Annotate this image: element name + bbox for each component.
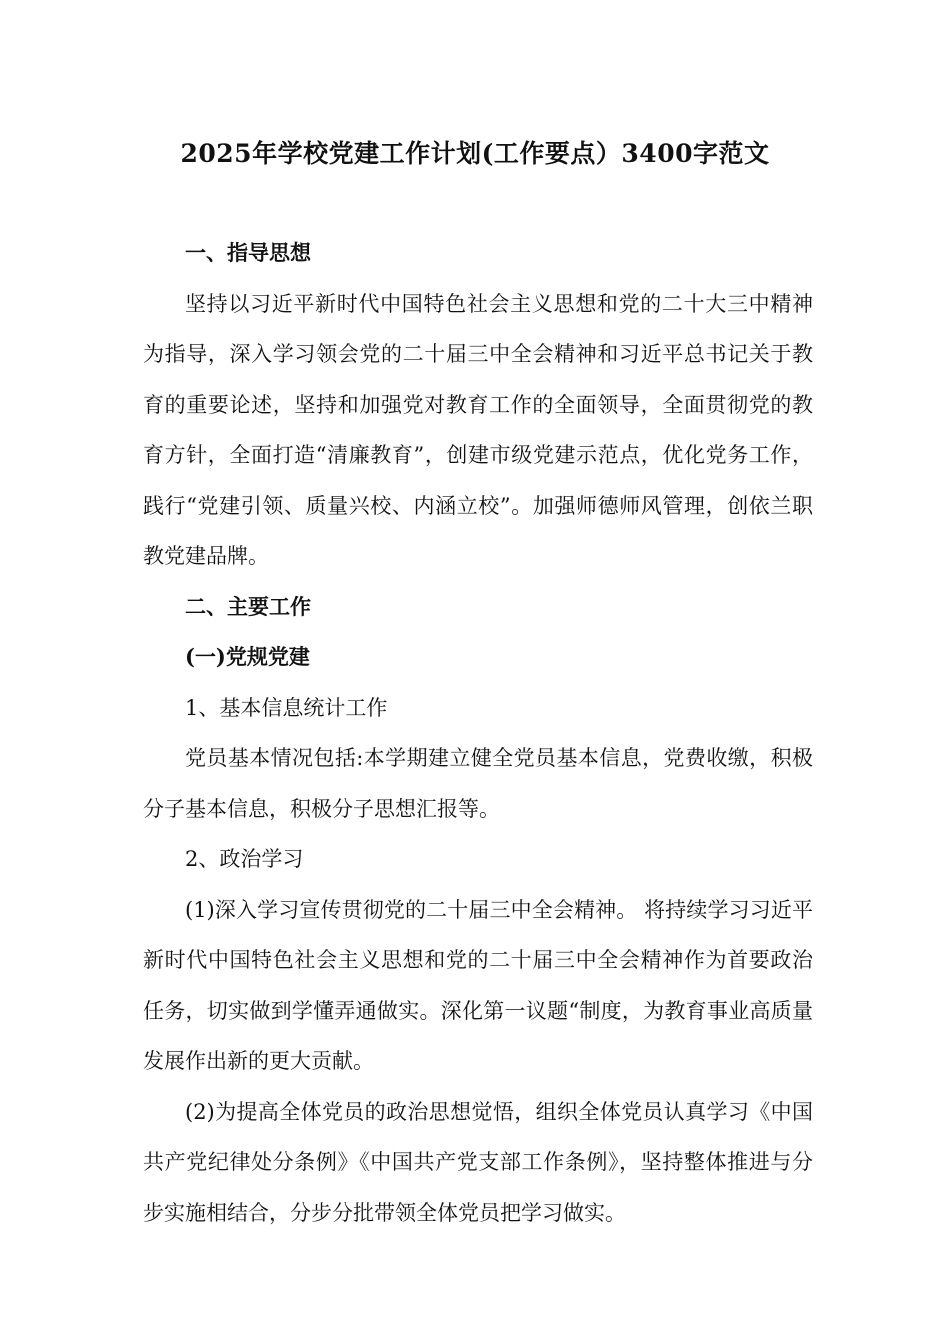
paragraph-study-2: (2)为提高全体党员的政治思想觉悟，组织全体党员认真学习《中国共产党纪律处分条例》《中国共产党支部工作条例》，坚持整体推进与分步实施相结合，分步分批带领全体党员把学习做实。 — [143, 1099, 813, 1225]
item-heading-political-study: 2、政治学习 — [185, 847, 304, 871]
document-body — [143, 228, 813, 1238]
section-heading-main-work: 二、主要工作 — [185, 593, 311, 619]
section-heading-guiding-thought: 一、指导思想 — [185, 240, 311, 265]
document-title: 2025年学校党建工作计划(工作要点）3400字范文 — [180, 139, 770, 168]
subsection-heading-party-building: (一)党规党建 — [185, 644, 310, 669]
paragraph-guiding-thought: 坚持以习近平新时代中国特色社会主义思想和党的二十大三中精神为指导，深入学习领会党的二十届三中全会精神和习近平总书记关于教育的重要论述，坚持和加强党对教育工作的全面领导，全面贯彻党的教育方针，全面打造“清廉教育”，创建市级党建示范点，优化党务工作，践行“党建引领、质量兴校、内涵立校”。加强师德师风管理，创依兰职教党建品牌。 — [143, 291, 813, 568]
paragraph-study-1: (1)深入学习宣传贯彻党的二十届三中全会精神。 将持续学习习近平新时代中国特色社会主义思想和党的二十届三中全会精神作为首要政治任务，切实做到学懂弄通做实。深化第一议题“制度，为教育事业高质量发展作出新的更大贡献。 — [143, 897, 813, 1073]
item-heading-statistics: 1、基本信息统计工作 — [185, 695, 388, 720]
paragraph-member-info: 党员基本情况包括:本学期建立健全党员基本信息，党费收缴，积极分子基本信息，积极分子思想汇报等。 — [143, 746, 813, 821]
